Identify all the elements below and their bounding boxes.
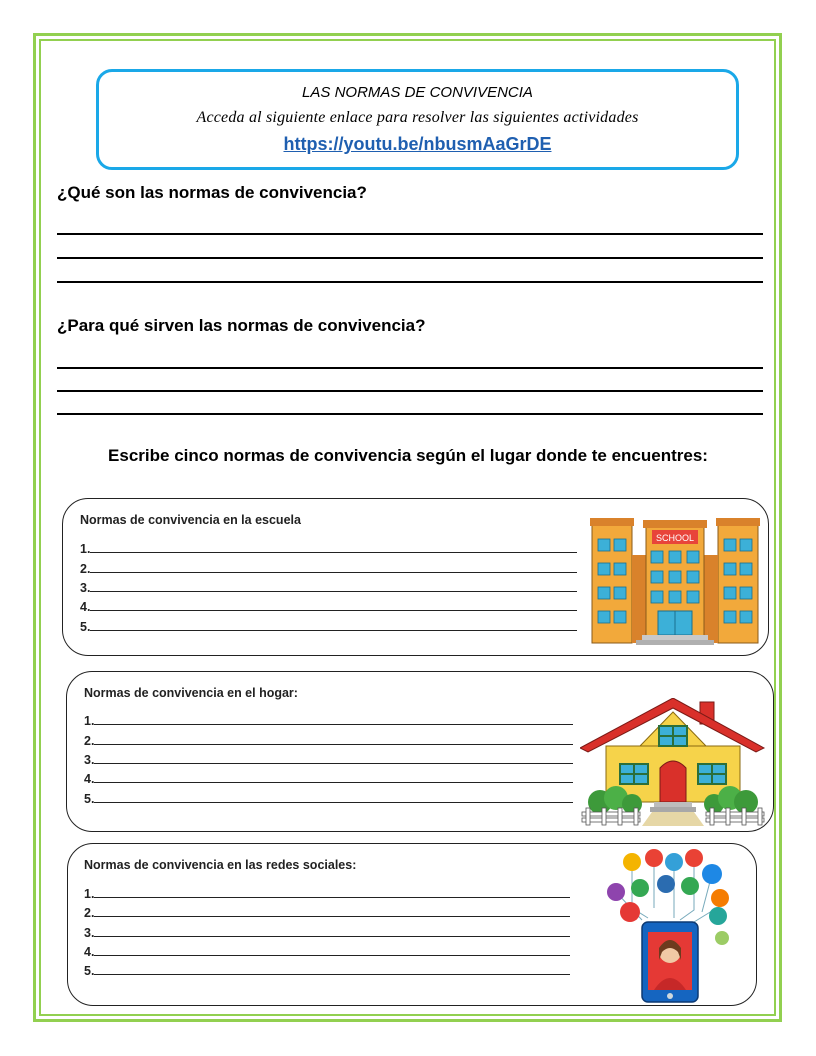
item-line[interactable]: [90, 562, 577, 573]
answer-line-2c[interactable]: [57, 413, 763, 415]
header-subtitle: Acceda al siguiente enlace para resolver las siguientes actividades: [196, 109, 639, 126]
item-number: 4.: [84, 945, 95, 959]
item-line[interactable]: [94, 772, 573, 783]
item-line[interactable]: [90, 542, 577, 553]
item-number: 4.: [80, 600, 91, 614]
app-icon: [681, 877, 699, 895]
item-line[interactable]: [90, 620, 577, 631]
item-number: 5.: [84, 964, 95, 978]
header-box: [96, 69, 739, 170]
item-number: 5.: [80, 620, 91, 634]
app-icon: [645, 849, 663, 867]
item-number: 4.: [84, 772, 95, 786]
app-icon: [709, 907, 727, 925]
app-icon: [623, 853, 641, 871]
school-sign-text: SCHOOL: [655, 533, 695, 543]
item-number: 1.: [84, 714, 95, 728]
item-line[interactable]: [94, 714, 573, 725]
house-illustration: [580, 698, 766, 826]
answer-line-2b[interactable]: [57, 390, 763, 392]
section-school-item-4[interactable]: [80, 600, 577, 614]
section-home-item-1[interactable]: [84, 714, 573, 728]
instruction: Escribe cinco normas de convivencia según el lugar donde te encuentres:: [108, 446, 708, 465]
question-1: ¿Qué son las normas de convivencia?: [57, 183, 367, 202]
item-number: 1.: [84, 887, 95, 901]
section-school-item-1[interactable]: [80, 542, 577, 556]
question-2: ¿Para qué sirven las normas de convivencia?: [57, 316, 426, 335]
section-school-item-5[interactable]: [80, 620, 577, 634]
answer-line-1b[interactable]: [57, 257, 763, 259]
answer-line-1a[interactable]: [57, 233, 763, 235]
section-home-item-3[interactable]: [84, 753, 573, 767]
app-icon: [657, 875, 675, 893]
item-line[interactable]: [94, 926, 570, 937]
social-media-phone-illustration: [604, 848, 734, 1004]
section-social-item-2[interactable]: [84, 906, 570, 920]
app-icon: [711, 889, 729, 907]
section-school-title: Normas de convivencia en la escuela: [80, 513, 301, 527]
item-number: 1.: [80, 542, 91, 556]
video-link[interactable]: https://youtu.be/nbusmAaGrDE: [283, 134, 552, 154]
item-line[interactable]: [94, 753, 573, 764]
item-number: 3.: [80, 581, 91, 595]
app-icon: [607, 883, 625, 901]
app-icon: [665, 853, 683, 871]
item-number: 3.: [84, 753, 95, 767]
item-line[interactable]: [94, 887, 570, 898]
item-number: 2.: [84, 906, 95, 920]
section-social-item-5[interactable]: [84, 964, 570, 978]
app-icon: [702, 864, 722, 884]
app-icon: [715, 931, 729, 945]
section-home-item-5[interactable]: [84, 792, 573, 806]
item-number: 3.: [84, 926, 95, 940]
header-title: LAS NORMAS DE CONVIVENCIA: [302, 84, 533, 101]
app-icon: [631, 879, 649, 897]
item-number: 2.: [84, 734, 95, 748]
item-number: 2.: [80, 562, 91, 576]
section-home-item-2[interactable]: [84, 734, 573, 748]
answer-line-1c[interactable]: [57, 281, 763, 283]
item-line[interactable]: [94, 734, 573, 745]
item-number: 5.: [84, 792, 95, 806]
section-school-item-2[interactable]: [80, 562, 577, 576]
section-social-item-3[interactable]: [84, 926, 570, 940]
item-line[interactable]: [90, 581, 577, 592]
item-line[interactable]: [90, 600, 577, 611]
app-icon: [620, 902, 640, 922]
section-home-title: Normas de convivencia en el hogar:: [84, 686, 298, 700]
section-social-title: Normas de convivencia en las redes sociales:: [84, 858, 357, 872]
section-home-item-4[interactable]: [84, 772, 573, 786]
section-school-item-3[interactable]: [80, 581, 577, 595]
item-line[interactable]: [94, 945, 570, 956]
app-icon: [685, 849, 703, 867]
item-line[interactable]: [94, 964, 570, 975]
answer-line-2a[interactable]: [57, 367, 763, 369]
item-line[interactable]: [94, 792, 573, 803]
section-social-item-4[interactable]: [84, 945, 570, 959]
section-social-item-1[interactable]: [84, 887, 570, 901]
school-building-illustration: [590, 515, 760, 650]
item-line[interactable]: [94, 906, 570, 917]
